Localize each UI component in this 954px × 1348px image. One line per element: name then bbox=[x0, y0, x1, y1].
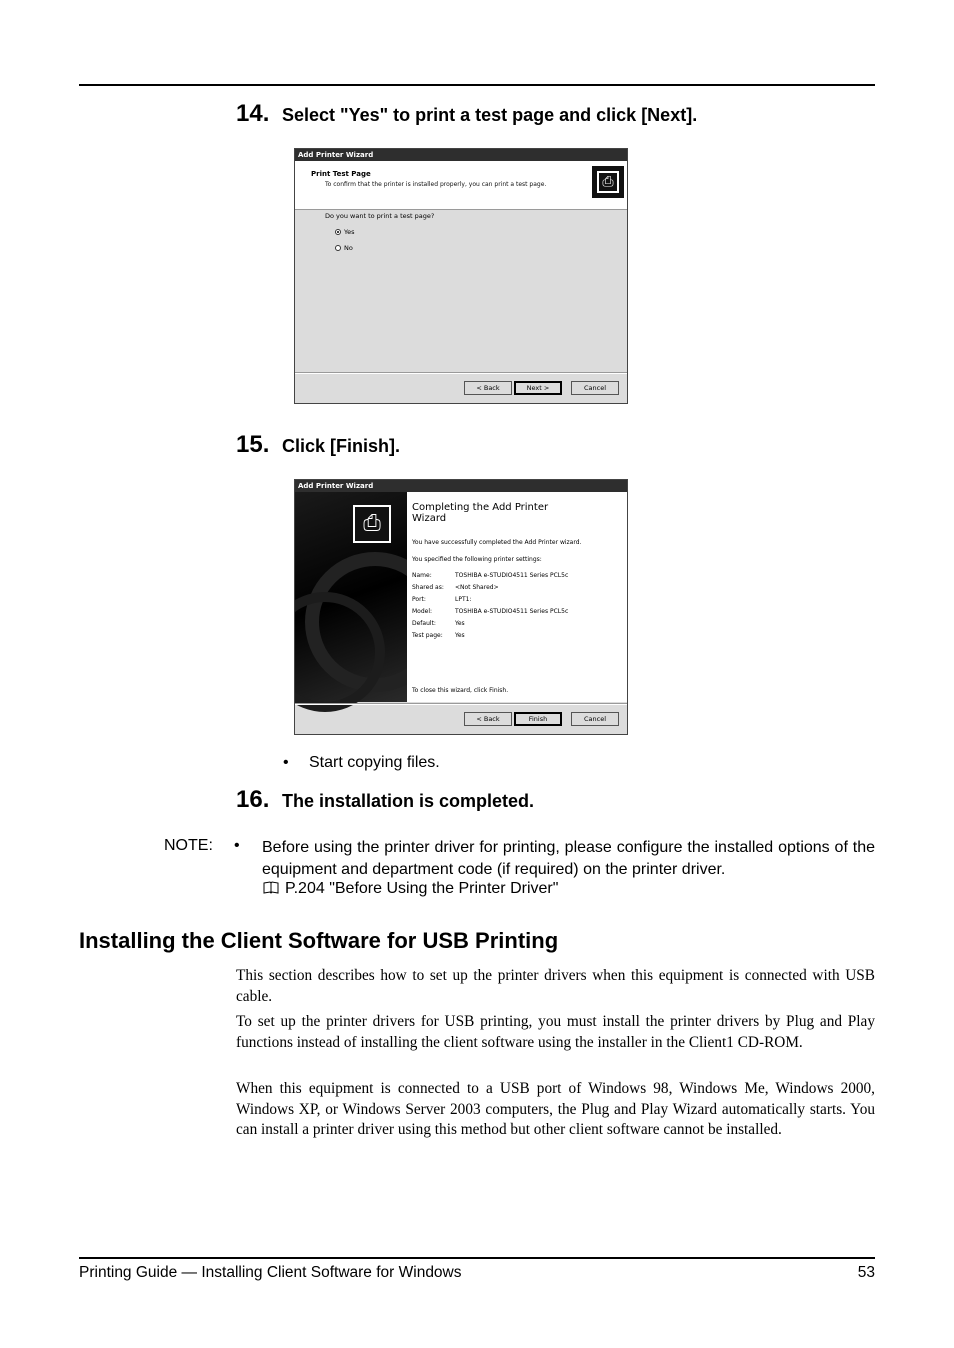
step-14 bbox=[236, 100, 697, 128]
wizard-content bbox=[407, 492, 627, 702]
test-page-question: Do you want to print a test page? bbox=[325, 212, 435, 220]
note-label: NOTE: bbox=[164, 837, 213, 854]
next-button[interactable]: Next > bbox=[514, 381, 562, 395]
print-test-page-dialog bbox=[294, 148, 628, 404]
completion-heading: Completing the Add Printer Wizard bbox=[412, 502, 549, 524]
note-text: Before using the printer driver for printing, please configure the installed options of the equipment and department code (if required) on the printer driver. bbox=[262, 839, 875, 878]
setting-value: LPT1: bbox=[455, 596, 472, 603]
footer-title: Printing Guide — Installing Client Software for Windows bbox=[79, 1264, 462, 1281]
bullet-dot: • bbox=[283, 754, 289, 771]
step-15 bbox=[236, 431, 400, 459]
specified-text: You specified the following printer settings: bbox=[412, 556, 542, 563]
completing-wizard-dialog bbox=[294, 479, 628, 735]
setting-key: Test page: bbox=[412, 632, 443, 639]
close-instruction: To close this wizard, click Finish. bbox=[412, 687, 509, 694]
setting-value: <Not Shared> bbox=[455, 584, 499, 591]
radio-unselected-icon[interactable] bbox=[335, 245, 341, 251]
step-16 bbox=[236, 786, 534, 814]
cancel-button[interactable]: Cancel bbox=[571, 712, 619, 726]
radio-selected-icon[interactable] bbox=[335, 229, 341, 235]
dialog-title-bar: Add Printer Wizard bbox=[295, 480, 627, 492]
bullet-text: Start copying files. bbox=[309, 754, 440, 771]
paragraph: This section describes how to set up the printer drivers when this equipment is connected with USB cable. bbox=[236, 967, 875, 1005]
header-title: Print Test Page bbox=[311, 170, 371, 178]
setting-value: Yes bbox=[455, 632, 465, 639]
success-text: You have successfully completed the Add Printer wizard. bbox=[412, 539, 582, 546]
setting-key: Shared as: bbox=[412, 584, 444, 591]
dialog-title-bar: Add Printer Wizard bbox=[295, 149, 627, 161]
step-text: Click [Finish]. bbox=[282, 436, 401, 456]
setting-value: Yes bbox=[455, 620, 465, 627]
button-separator bbox=[295, 372, 627, 374]
reference-text: P.204 "Before Using the Printer Driver" bbox=[285, 880, 559, 897]
printer-icon: ⎙ bbox=[592, 166, 624, 198]
page-number: 53 bbox=[857, 1264, 875, 1281]
setting-row bbox=[412, 596, 471, 603]
finish-button[interactable]: Finish bbox=[514, 712, 562, 726]
step-text: Select "Yes" to print a test page and click [Next]. bbox=[282, 105, 698, 125]
step-number: 16. bbox=[236, 786, 270, 813]
dialog-header bbox=[295, 161, 627, 210]
step-number: 14. bbox=[236, 100, 270, 127]
setting-row bbox=[412, 632, 465, 639]
radio-yes[interactable] bbox=[335, 228, 355, 236]
note-reference[interactable] bbox=[263, 880, 558, 898]
setting-row bbox=[412, 584, 499, 591]
back-button[interactable]: < Back bbox=[464, 381, 512, 395]
wizard-side-banner bbox=[295, 492, 407, 702]
header-subtitle: To confirm that the printer is installed properly, you can print a test page. bbox=[325, 181, 547, 188]
cancel-button[interactable]: Cancel bbox=[571, 381, 619, 395]
radio-no-label: No bbox=[344, 244, 353, 252]
radio-no[interactable] bbox=[335, 244, 353, 252]
setting-key: Name: bbox=[412, 572, 432, 579]
setting-value: TOSHIBA e-STUDIO4511 Series PCL5c bbox=[455, 608, 569, 615]
button-separator bbox=[295, 703, 627, 705]
note-bullet: • bbox=[234, 837, 240, 854]
footer-rule bbox=[79, 1257, 875, 1259]
radio-yes-label: Yes bbox=[344, 228, 355, 236]
paragraph: To set up the printer drivers for USB printing, you must install the printer drivers by Plug and Play functions instead of installing the client software using the installer in the Client1 CD-ROM. bbox=[236, 1013, 875, 1051]
paragraph: When this equipment is connected to a USB port of Windows 98, Windows Me, Windows 2000, Windows XP, or Windows Server 2003 computers, the Plug and Play Wizard automatically starts. You can install a printer driver using this method but other client software cannot be installed. bbox=[236, 1080, 875, 1138]
section-title: Installing the Client Software for USB Printing bbox=[79, 928, 559, 953]
setting-key: Model: bbox=[412, 608, 433, 615]
setting-value: TOSHIBA e-STUDIO4511 Series PCL5c bbox=[455, 572, 569, 579]
setting-key: Port: bbox=[412, 596, 426, 603]
step-text: The installation is completed. bbox=[282, 791, 535, 811]
printer-icon: ⎙ bbox=[353, 505, 391, 543]
setting-row bbox=[412, 608, 568, 615]
setting-key: Default: bbox=[412, 620, 436, 627]
copy-files-bullet bbox=[283, 754, 440, 772]
step-number: 15. bbox=[236, 431, 270, 458]
back-button[interactable]: < Back bbox=[464, 712, 512, 726]
header-rule bbox=[79, 84, 875, 86]
setting-row bbox=[412, 572, 568, 579]
book-icon bbox=[263, 881, 279, 894]
setting-row bbox=[412, 620, 465, 627]
